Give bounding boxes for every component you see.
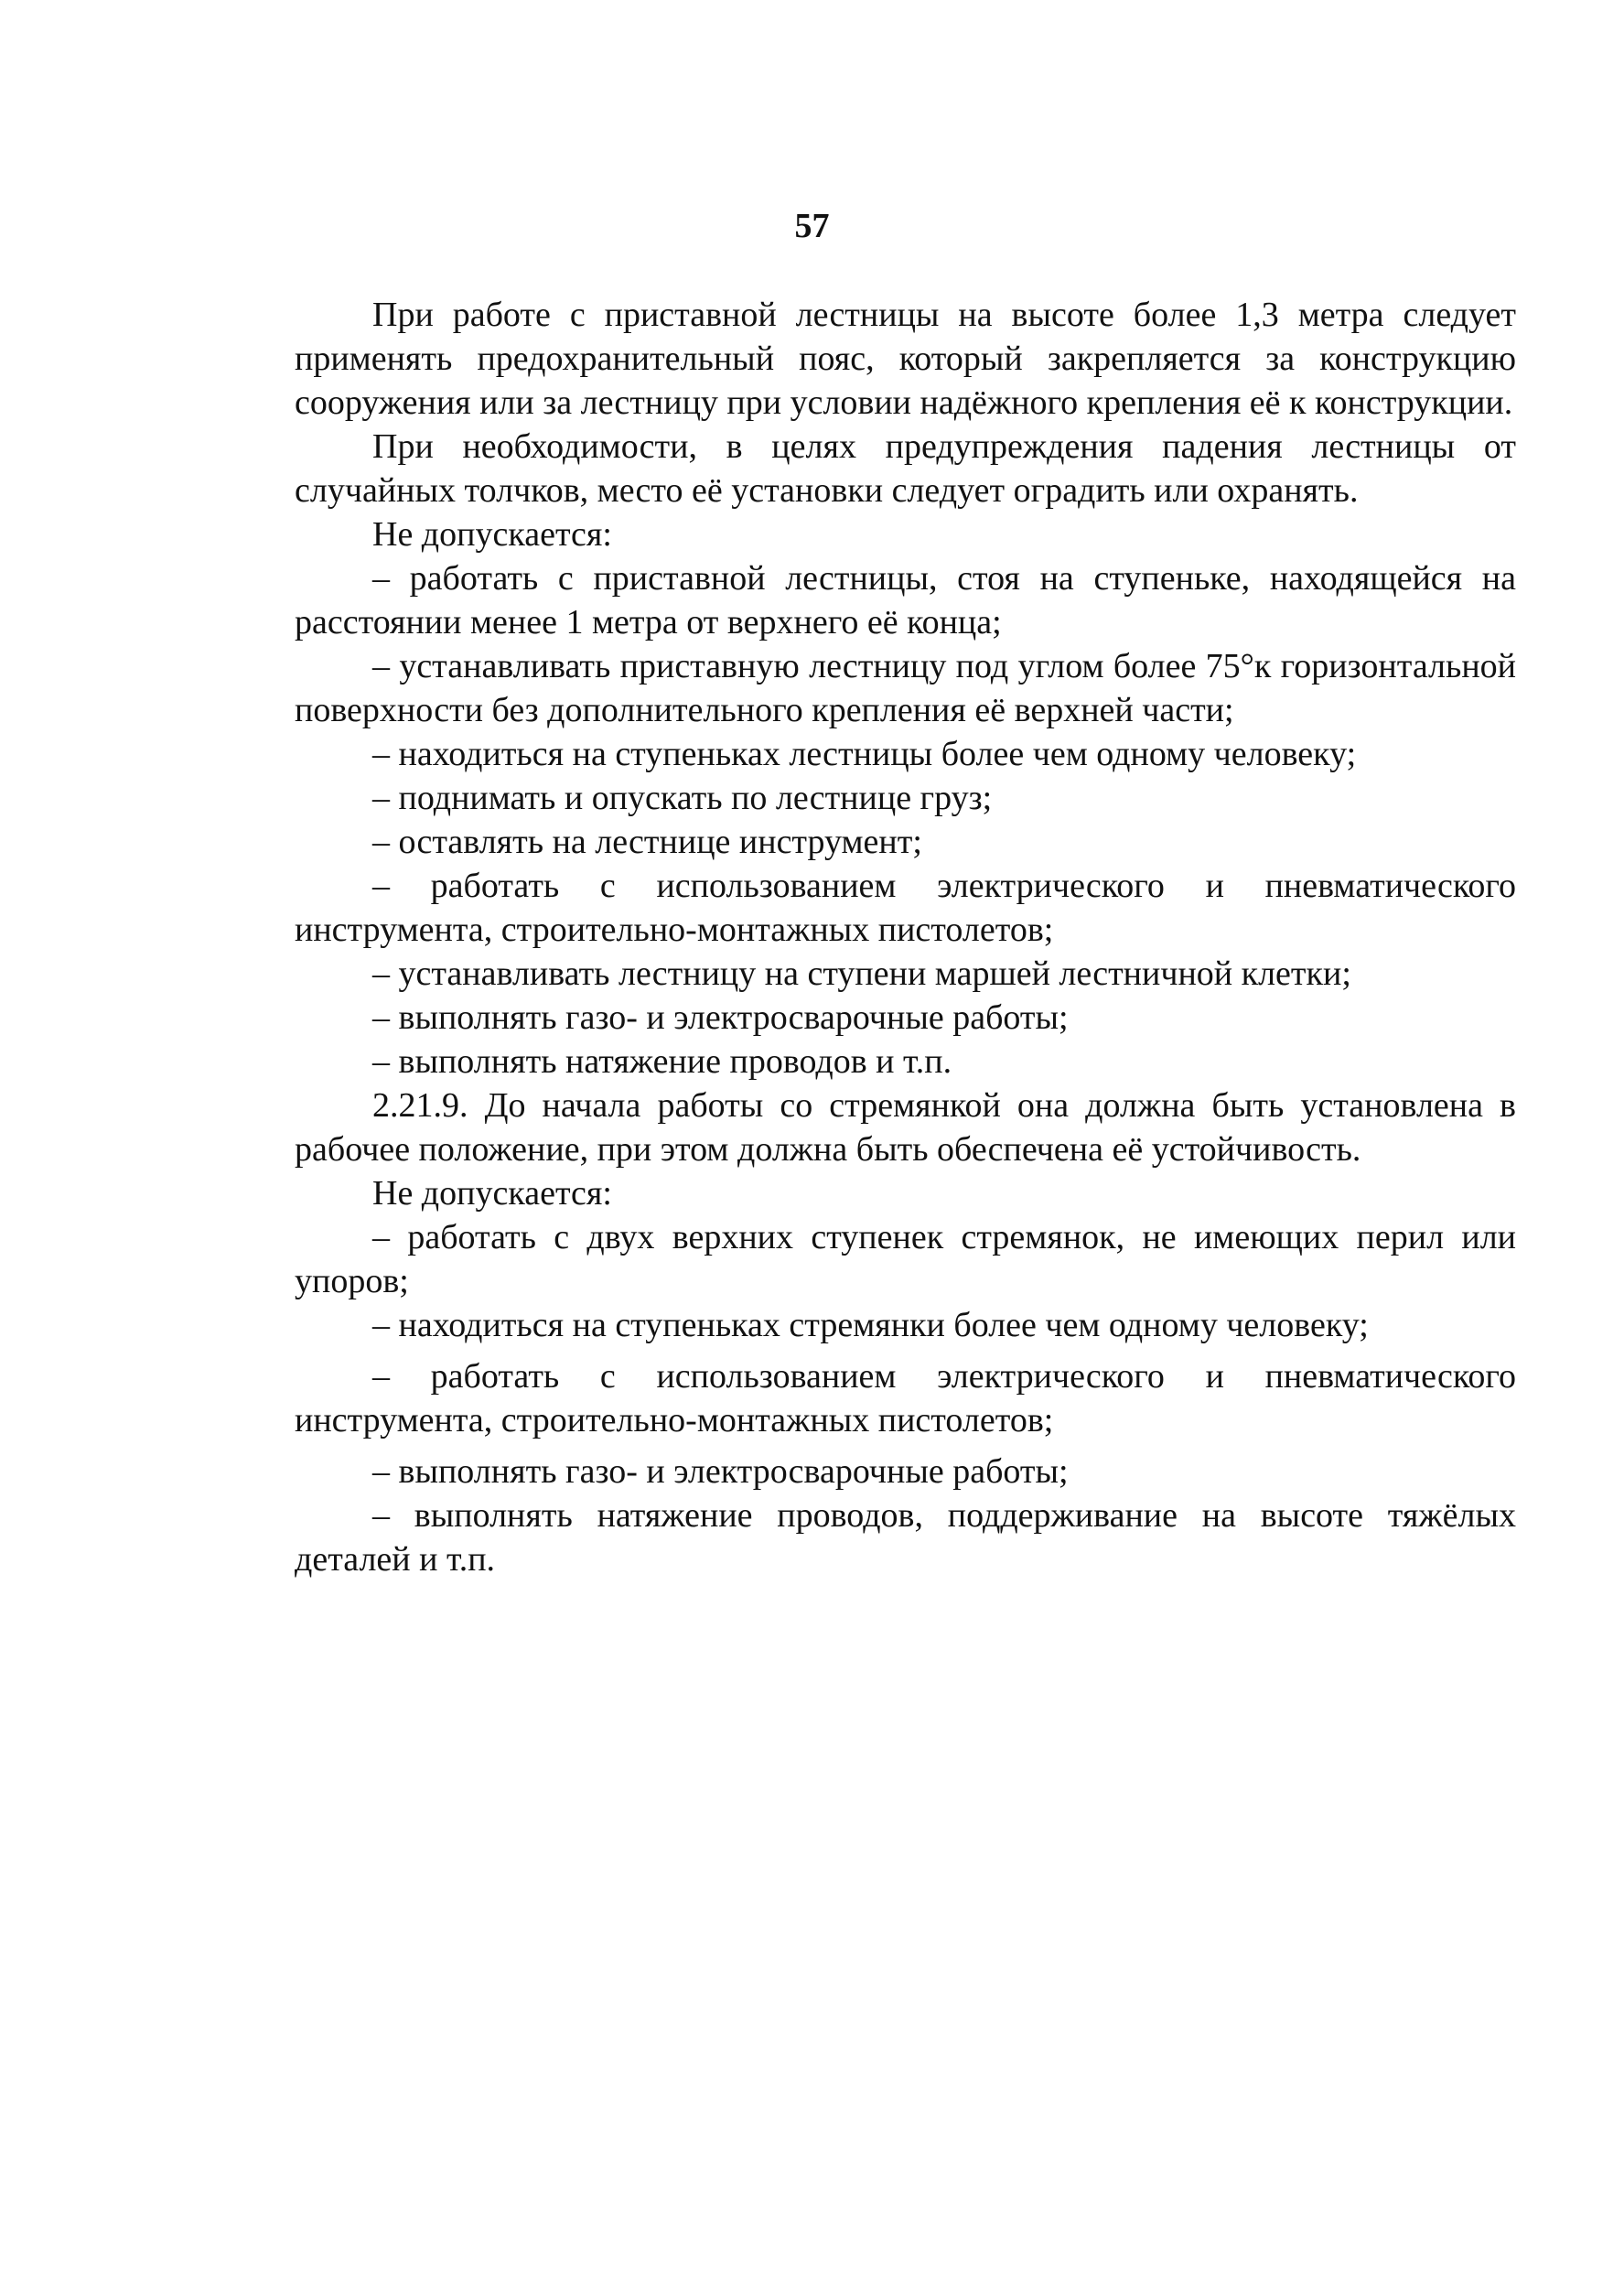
list-item: – работать с использованием электрического и пневматического инструмента, строительно-монтажных пистолетов; bbox=[295, 1357, 1516, 1439]
list-item: – работать с приставной лестницы, стоя на ступеньке, находящейся на расстоянии менее 1 метра от верхнего её конца; bbox=[295, 559, 1516, 642]
page-number: 57 bbox=[794, 207, 830, 245]
list-item: – находиться на ступеньках лестницы более чем одному человеку; bbox=[372, 735, 1357, 773]
list-item: – выполнять газо- и электросварочные работы; bbox=[372, 998, 1069, 1037]
document-body bbox=[295, 293, 1516, 1581]
list-item: – работать с использованием электрического и пневматического инструмента, строительно-монтажных пистолетов; bbox=[295, 867, 1516, 949]
paragraph: Не допускается: bbox=[372, 515, 612, 554]
paragraph: 2.21.9. До начала работы со стремянкой она должна быть установлена в рабочее положение, при этом должна быть обеспечена её устойчивость. bbox=[295, 1086, 1516, 1169]
list-item: – находиться на ступеньках стремянки более чем одному человеку; bbox=[372, 1306, 1369, 1344]
list-item: – устанавливать лестницу на ступени маршей лестничной клетки; bbox=[372, 954, 1351, 993]
list-item: – выполнять натяжение проводов, поддерживание на высоте тяжёлых деталей и т.п. bbox=[295, 1496, 1516, 1579]
list-item: – оставлять на лестнице инструмент; bbox=[372, 823, 922, 861]
list-item: – устанавливать приставную лестницу под углом более 75°к горизонтальной поверхности без дополнительного крепления её верхней части; bbox=[295, 647, 1516, 729]
paragraph: При работе с приставной лестницы на высоте более 1,3 метра следует применять предохранительный пояс, который закрепляется за конструкцию сооружения или за лестницу при условии надёжного крепления её к конструкции. bbox=[295, 296, 1516, 422]
list-item: – выполнять натяжение проводов и т.п. bbox=[372, 1042, 952, 1081]
paragraph: Не допускается: bbox=[372, 1174, 612, 1213]
paragraph: При необходимости, в целях предупреждения падения лестницы от случайных толчков, место её установки следует оградить или охранять. bbox=[295, 427, 1516, 510]
list-item: – работать с двух верхних ступенек стремянок, не имеющих перил или упоров; bbox=[295, 1218, 1516, 1300]
list-item: – выполнять газо- и электросварочные работы; bbox=[372, 1452, 1069, 1491]
list-item: – поднимать и опускать по лестнице груз; bbox=[372, 779, 993, 817]
